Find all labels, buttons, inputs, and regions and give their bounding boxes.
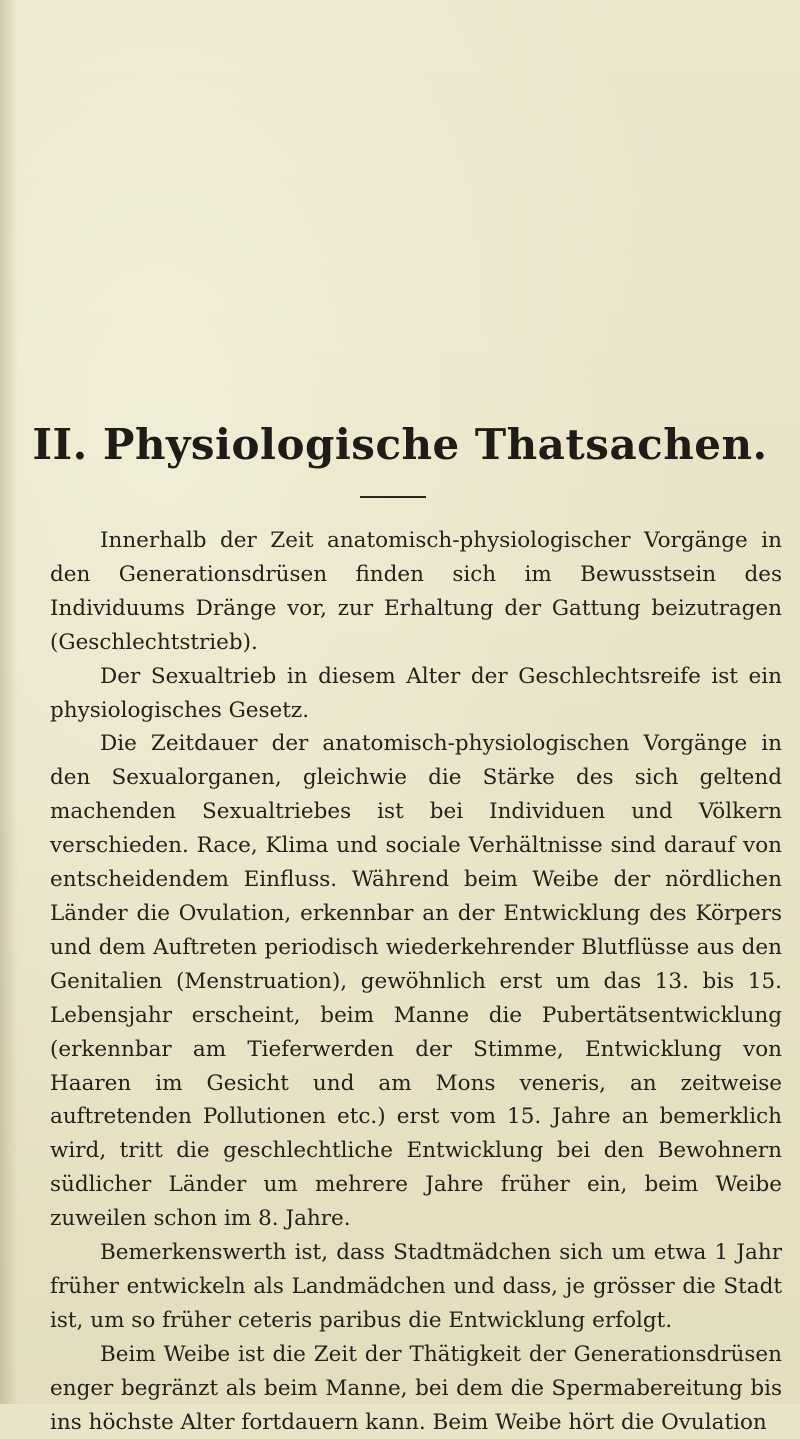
chapter-title: II. Physiologische Thatsachen. (32, 420, 768, 469)
paragraph: Die Zeitdauer der anatomisch-physiologischen Vorgänge in den Sexualorganen, gleichwie die Stärke des sich geltend machenden Sexualtriebes ist bei Individuen und Völkern verschieden. Race, Klima und sociale Verhältnisse sind darauf von entscheidendem Einfluss. Während beim Weibe der nördlichen Länder die Ovulation, erkennbar an der Entwicklung des Körpers und dem Auftreten periodisch wiederkehrender Blutflüsse aus den Genitalien (Menstruation), gewöhnlich erst um das 13. bis 15. Lebensjahr erscheint, beim Manne die Pubertätsentwicklung (erkennbar am Tieferwerden der Stimme, Entwicklung von Haaren im Gesicht und am Mons veneris, an zeitweise auftretenden Pollutionen etc.) erst vom 15. Jahre an bemerklich wird, tritt die geschlechtliche Entwicklung bei den Bewohnern südlicher Länder um mehrere Jahre früher ein, beim Weibe zuweilen schon im 8. Jahre. (50, 731, 782, 1232)
paragraph: Der Sexualtrieb in diesem Alter der Geschlechtsreife ist ein physiologisches Gesetz. (50, 663, 782, 723)
paragraph: Beim Weibe ist die Zeit der Thätigkeit der Generationsdrüsen enger begränzt als beim Manne, bei dem die Spermabereitung bis ins höchste Alter fortdauern kann. Beim Weibe hört die Ovulation (50, 1341, 782, 1435)
paragraph: Innerhalb der Zeit anatomisch-physiologischer Vorgänge in den Generationsdrüsen finden sich im Bewusstsein des Individuums Dränge vor, zur Erhaltung der Gattung beizutragen (Geschlechtstrieb). (50, 528, 782, 655)
page-binding-shadow (0, 0, 18, 1404)
paragraph: Bemerkenswerth ist, dass Stadtmädchen sich um etwa 1 Jahr früher entwickeln als Landmädchen und dass, je grösser die Stadt ist, um so früher ceteris paribus die Entwicklung erfolgt. (50, 1240, 782, 1333)
body-text (50, 524, 782, 1439)
title-divider (360, 496, 426, 498)
